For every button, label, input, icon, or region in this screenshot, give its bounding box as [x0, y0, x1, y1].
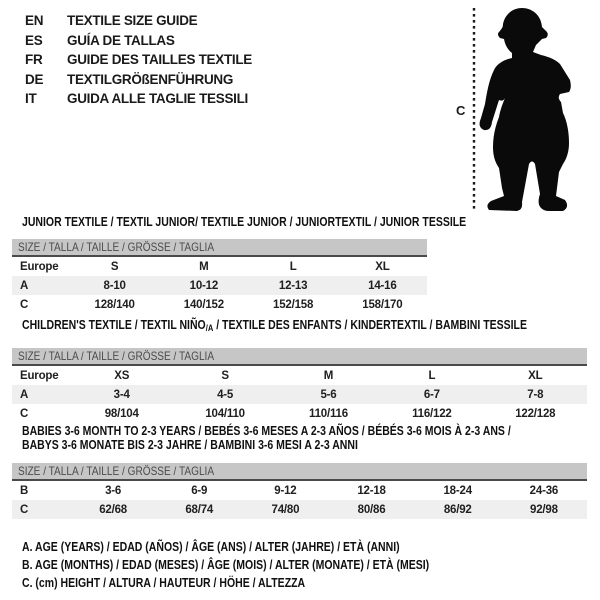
size-header-label: SIZE / TALLA / TAILLE / GRÖSSE / TAGLIA [18, 464, 215, 478]
height-cell: 158/170 [362, 298, 403, 311]
size-header-bar [12, 239, 427, 257]
legend-line-b [22, 556, 507, 574]
size-cell: XL [528, 369, 543, 382]
language-row-fr [25, 50, 252, 70]
size-header-bar [12, 463, 587, 481]
row-label: C [20, 407, 29, 420]
age-cell: 14-16 [368, 279, 397, 292]
language-code: EN [25, 13, 44, 28]
age-cell: 10-12 [189, 279, 219, 292]
row-label: B [20, 484, 29, 497]
table-title-text [22, 318, 527, 335]
junior-textile-table [12, 215, 467, 314]
age-cell: 8-10 [103, 279, 126, 292]
language-row-en [25, 11, 252, 31]
size-cell: XS [114, 369, 130, 382]
legend-line-a [22, 538, 507, 556]
table-title [22, 318, 587, 335]
title-prefix: CHILDREN'S TEXTILE / TEXTIL NIÑO [22, 318, 206, 332]
height-cell: 128/140 [94, 298, 135, 311]
size-cell: XL [375, 260, 390, 273]
language-code: IT [25, 91, 37, 106]
legend-text: C. (cm) HEIGHT / ALTURA / HAUTEUR / HÖHE / ALTEZZA [22, 576, 306, 590]
height-cell: 104/110 [205, 407, 245, 420]
months-cell: 12-18 [357, 484, 386, 497]
table-row [12, 500, 587, 519]
table-title-line1: BABIES 3-6 MONTH TO 2-3 YEARS / BEBÉS 3-6 MESES A 2-3 AÑOS / BÉBÉS 3-6 MOIS À 2-3 ANS / [22, 424, 511, 438]
table-row [12, 276, 427, 295]
language-row-es [25, 31, 252, 51]
size-cell: L [289, 260, 297, 273]
title-suffix: / TEXTILE DES ENFANTS / KINDERTEXTIL / BAMBINI TESSILE [213, 318, 527, 332]
height-cell: 68/74 [185, 503, 214, 516]
age-cell: 6-7 [423, 388, 440, 401]
age-cell: 7-8 [527, 388, 544, 401]
height-cell: 74/80 [271, 503, 300, 516]
size-header-bar [12, 348, 587, 366]
table-title [22, 424, 587, 452]
size-header-label: SIZE / TALLA / TAILLE / GRÖSSE / TAGLIA [18, 240, 215, 254]
babies-textile-table [12, 424, 587, 519]
table-row [12, 257, 427, 276]
size-cell: M [199, 260, 209, 273]
height-cell: 92/98 [530, 503, 558, 516]
height-label: C [456, 103, 466, 118]
table-row [12, 385, 587, 404]
language-label: TEXTILE SIZE GUIDE [67, 13, 198, 28]
table-row [12, 404, 587, 423]
title-subscript: /A [205, 323, 214, 333]
table-title-line2: BABYS 3-6 MONATE BIS 2-3 JAHRE / BAMBINI 3-6 MESI A 2-3 ANNI [22, 438, 358, 452]
language-code: ES [25, 32, 43, 48]
row-label: A [20, 388, 29, 401]
row-label: Europe [20, 369, 59, 382]
height-cell: 98/104 [104, 407, 139, 420]
height-cell: 140/152 [183, 298, 224, 311]
height-cell: 80/86 [357, 503, 386, 516]
language-code: FR [25, 52, 43, 67]
size-table [12, 481, 587, 519]
language-label: GUIDA ALLE TAGLIE TESSILI [67, 91, 248, 106]
size-cell: S [110, 260, 119, 273]
baby-silhouette-icon [445, 0, 597, 215]
language-label: GUÍA DE TALLAS [67, 32, 175, 48]
size-cell: M [323, 369, 334, 382]
height-cell: 110/116 [309, 407, 348, 420]
row-label: Europe [20, 260, 59, 273]
language-list [25, 11, 252, 109]
children-textile-table [12, 318, 587, 423]
age-cell: 12-13 [278, 279, 308, 292]
age-cell: 4-5 [217, 388, 234, 401]
table-row [12, 295, 427, 314]
language-row-it [25, 89, 252, 109]
row-label: C [20, 503, 29, 516]
size-header-label: SIZE / TALLA / TAILLE / GRÖSSE / TAGLIA [18, 349, 215, 363]
table-title [22, 215, 467, 229]
height-cell: 152/158 [273, 298, 314, 311]
height-cell: 86/92 [443, 503, 472, 516]
height-cell: 62/68 [99, 503, 127, 516]
age-cell: 5-6 [320, 388, 337, 401]
size-cell: S [221, 369, 229, 382]
months-cell: 6-9 [191, 484, 208, 497]
months-cell: 18-24 [443, 484, 472, 497]
legend-text: A. AGE (YEARS) / EDAD (AÑOS) / ÂGE (ANS) / ALTER (JAHRE) / ETÀ (ANNI) [22, 540, 400, 554]
months-cell: 3-6 [105, 484, 122, 497]
language-code: DE [25, 71, 44, 87]
language-label: GUIDE DES TAILLES TEXTILE [67, 52, 253, 67]
size-table [12, 257, 427, 314]
months-cell: 24-36 [529, 484, 559, 497]
size-cell: L [428, 369, 436, 382]
table-row [12, 366, 587, 385]
language-row-de [25, 70, 252, 90]
legend-line-c [22, 574, 507, 592]
baby-figure [445, 0, 597, 215]
row-label: A [20, 279, 29, 292]
height-cell: 116/122 [412, 407, 452, 420]
age-cell: 3-4 [113, 388, 130, 401]
table-title-text: JUNIOR TEXTILE / TEXTIL JUNIOR/ TEXTILE JUNIOR / JUNIORTEXTIL / JUNIOR TESSILE [22, 215, 467, 229]
legend [22, 538, 507, 592]
row-label: C [20, 298, 29, 311]
height-cell: 122/128 [515, 407, 556, 420]
legend-text: B. AGE (MONTHS) / EDAD (MESES) / ÂGE (MOIS) / ALTER (MONATE) / ETÀ (MESI) [22, 558, 430, 572]
months-cell: 9-12 [274, 484, 297, 497]
size-table [12, 366, 587, 423]
table-row [12, 481, 587, 500]
language-label: TEXTILGRÖßENFÜHRUNG [67, 71, 234, 87]
